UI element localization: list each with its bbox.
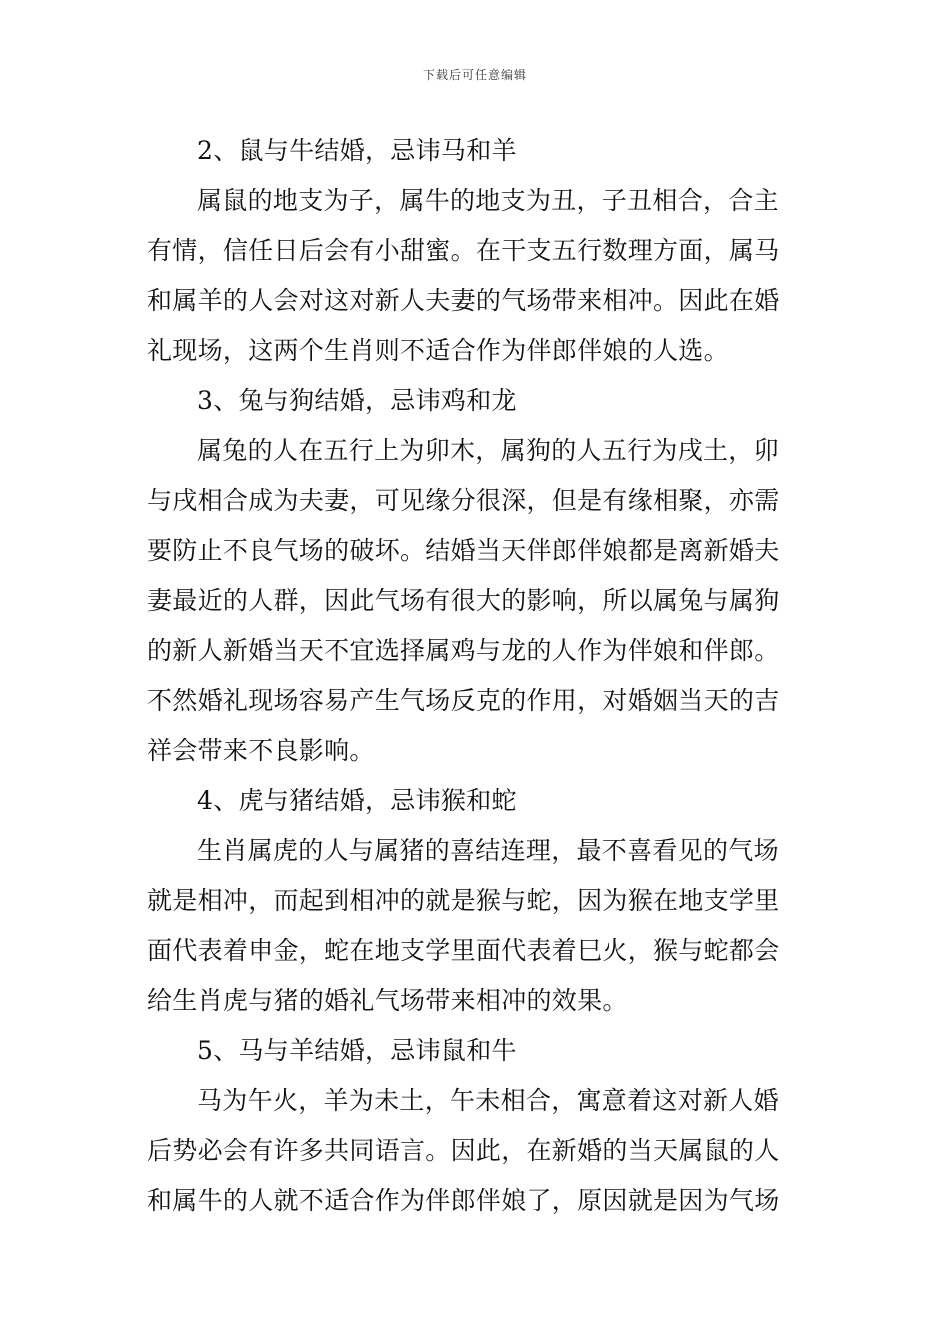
paragraph-line: 和属牛的人就不适合作为伴郎伴娘了，原因就是因为气场 (147, 1186, 780, 1215)
document-body (147, 126, 807, 1226)
paragraph-line: 面代表着申金，蛇在地支学里面代表着巳火，猴与蛇都会 (147, 936, 780, 965)
paragraph-line: 和属羊的人会对这对新人夫妻的气场带来相冲。因此在婚 (147, 286, 780, 315)
section-heading: 3、兔与狗结婚，忌讳鸡和龙 (197, 386, 517, 415)
section-heading: 5、马与羊结婚，忌讳鼠和牛 (197, 1036, 517, 1065)
paragraph-line: 属鼠的地支为子，属牛的地支为丑，子丑相合，合主 (197, 186, 779, 215)
paragraph-line: 属兔的人在五行上为卯木，属狗的人五行为戌土，卯 (197, 436, 779, 465)
paragraph-line: 马为午火，羊为未土，午未相合，寓意着这对新人婚 (197, 1086, 779, 1115)
paragraph-line: 与戌相合成为夫妻，可见缘分很深，但是有缘相聚，亦需 (147, 486, 780, 515)
paragraph-line: 祥会带来不良影响。 (147, 736, 375, 765)
paragraph-line: 有情，信任日后会有小甜蜜。在干支五行数理方面，属马 (147, 236, 780, 265)
page-header-note: 下载后可任意编辑 (422, 68, 527, 82)
section-heading: 4、虎与猪结婚，忌讳猴和蛇 (197, 786, 517, 815)
paragraph-line: 生肖属虎的人与属猪的喜结连理，最不喜看见的气场 (197, 836, 779, 865)
paragraph-line: 的新人新婚当天不宜选择属鸡与龙的人作为伴娘和伴郎。 (147, 636, 780, 665)
paragraph-line: 后势必会有许多共同语言。因此，在新婚的当天属鼠的人 (147, 1136, 780, 1165)
paragraph-line: 不然婚礼现场容易产生气场反克的作用，对婚姻当天的吉 (147, 686, 780, 715)
paragraph-line: 要防止不良气场的破坏。结婚当天伴郎伴娘都是离新婚夫 (147, 536, 780, 565)
paragraph-line: 就是相冲，而起到相冲的就是猴与蛇，因为猴在地支学里 (147, 886, 780, 915)
paragraph-line: 妻最近的人群，因此气场有很大的影响，所以属兔与属狗 (147, 586, 780, 615)
paragraph-line: 给生肖虎与猪的婚礼气场带来相冲的效果。 (147, 986, 628, 1015)
paragraph-line: 礼现场，这两个生肖则不适合作为伴郎伴娘的人选。 (147, 336, 729, 365)
section-heading: 2、鼠与牛结婚，忌讳马和羊 (197, 136, 517, 165)
